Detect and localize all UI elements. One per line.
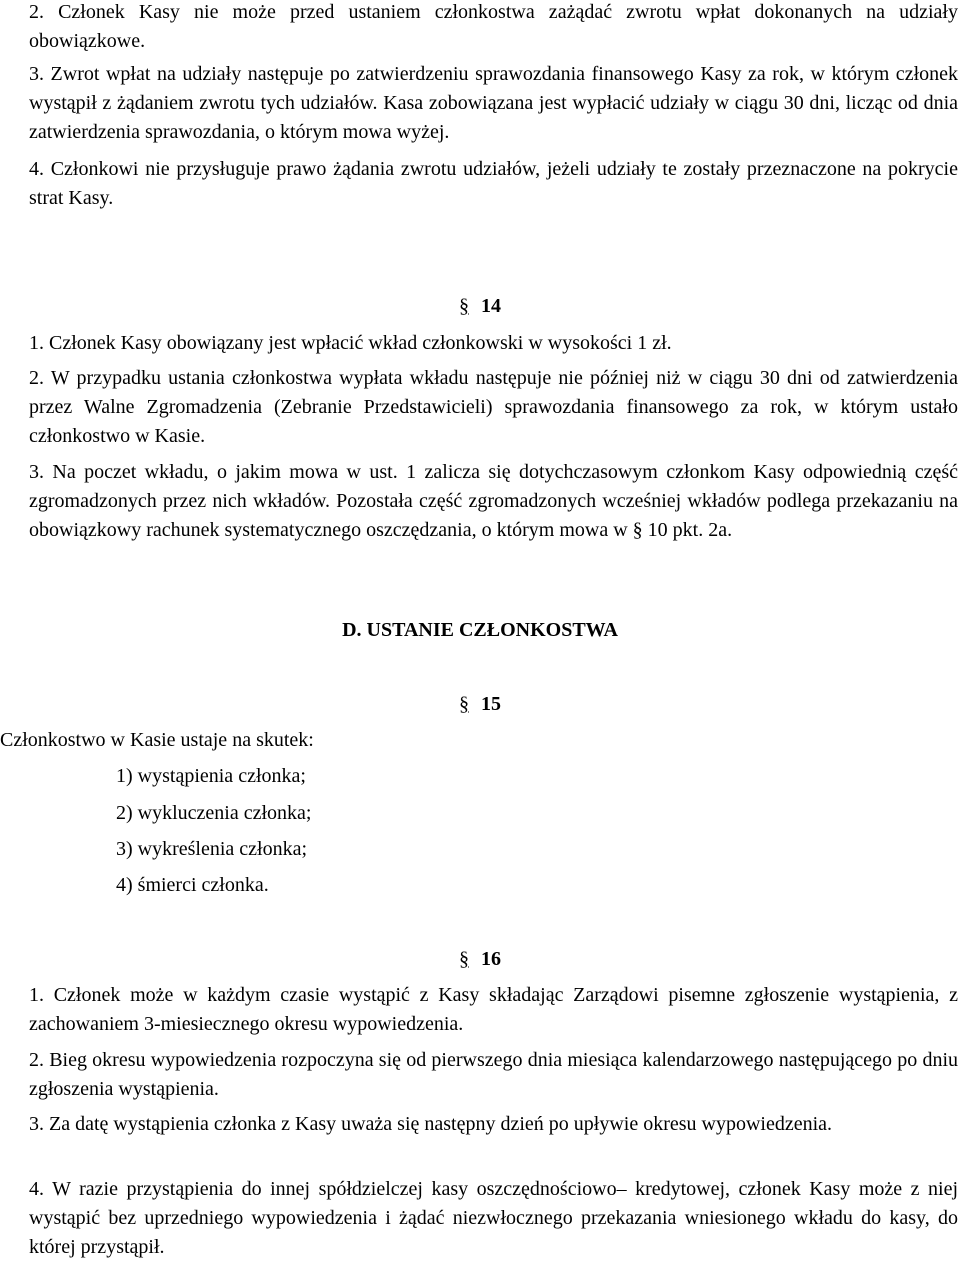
section-15-item-1: 1) wystąpienia członka; bbox=[116, 765, 306, 787]
section-symbol: § bbox=[459, 295, 469, 317]
section-15-item-3: 3) wykreślenia członka; bbox=[116, 838, 308, 860]
section-15-item-4: 4) śmierci członka. bbox=[116, 874, 269, 896]
section-16-item-2: 2. Bieg okresu wypowiedzenia rozpoczyna się od pierwszego dnia miesiąca kalendarzowego następującego po dniu zgłoszenia wystąpienia. bbox=[29, 1049, 958, 1100]
section-15-item-2: 2) wykluczenia członka; bbox=[116, 802, 312, 824]
section-number: 16 bbox=[481, 948, 501, 970]
section-symbol: § bbox=[459, 948, 469, 970]
section-number: 15 bbox=[481, 693, 501, 715]
section-14-item-2: 2. W przypadku ustania członkostwa wypłata wkładu następuje nie później niż w ciągu 30 dni od zatwierdzenia przez Walne Zgromadzenia (Zebranie Przedstawicieli) sprawozdania finansowego za rok, w którym ustało członkostwo w Kasie. bbox=[29, 367, 958, 447]
section-14-item-1: 1. Członek Kasy obowiązany jest wpłacić wkład członkowski w wysokości 1 zł. bbox=[29, 332, 672, 354]
section-15-lead: Członkostwo w Kasie ustaje na skutek: bbox=[0, 729, 314, 751]
section-14-heading bbox=[459, 292, 501, 321]
paragraph-3: 3. Zwrot wpłat na udziały następuje po zatwierdzeniu sprawozdania finansowego Kasy za rok, w którym członek wystąpił z żądaniem zwrotu tych udziałów. Kasa zobowiązana jest wypłacić udziały w ciągu 30 dni, licząc od dnia zatwierdzenia sprawozdania, o którym mowa wyżej. bbox=[29, 63, 958, 143]
section-16-heading bbox=[459, 945, 501, 974]
section-number: 14 bbox=[481, 295, 501, 317]
section-16-item-4: 4. W razie przystąpienia do innej spółdzielczej kasy oszczędnościowo– kredytowej, członek Kasy może z niej wystąpić bez uprzedniego wypowiedzenia i żądać niezwłocznego przekazania wniesionego wkładu do kasy, do której przystąpił. bbox=[29, 1178, 958, 1258]
section-16-item-3: 3. Za datę wystąpienia członka z Kasy uważa się następny dzień po upływie okresu wypowiedzenia. bbox=[29, 1113, 833, 1135]
chapter-title: D. USTANIE CZŁONKOSTWA bbox=[342, 619, 618, 641]
section-14-item-3: 3. Na poczet wkładu, o jakim mowa w ust. 1 zalicza się dotychczasowym członkom Kasy odpowiednią część zgromadzonych przez nich wkładów. Pozostała część zgromadzonych wcześniej wkładów podlega przekazaniu na obowiązkowy rachunek systematycznego oszczędzania, o którym mowa w § 10 pkt. 2a. bbox=[29, 461, 958, 541]
section-15-heading bbox=[459, 690, 501, 719]
section-symbol: § bbox=[459, 693, 469, 715]
paragraph-4: 4. Członkowi nie przysługuje prawo żądania zwrotu udziałów, jeżeli udziały te zostały przeznaczone na pokrycie strat Kasy. bbox=[29, 158, 958, 209]
section-16-item-1: 1. Członek może w każdym czasie wystąpić z Kasy składając Zarządowi pisemne zgłoszenie wystąpienia, z zachowaniem 3-miesiecznego okresu wypowiedzenia. bbox=[29, 984, 958, 1035]
paragraph-2: 2. Członek Kasy nie może przed ustaniem członkostwa zażądać zwrotu wpłat dokonanych na udziały obowiązkowe. bbox=[29, 1, 958, 52]
